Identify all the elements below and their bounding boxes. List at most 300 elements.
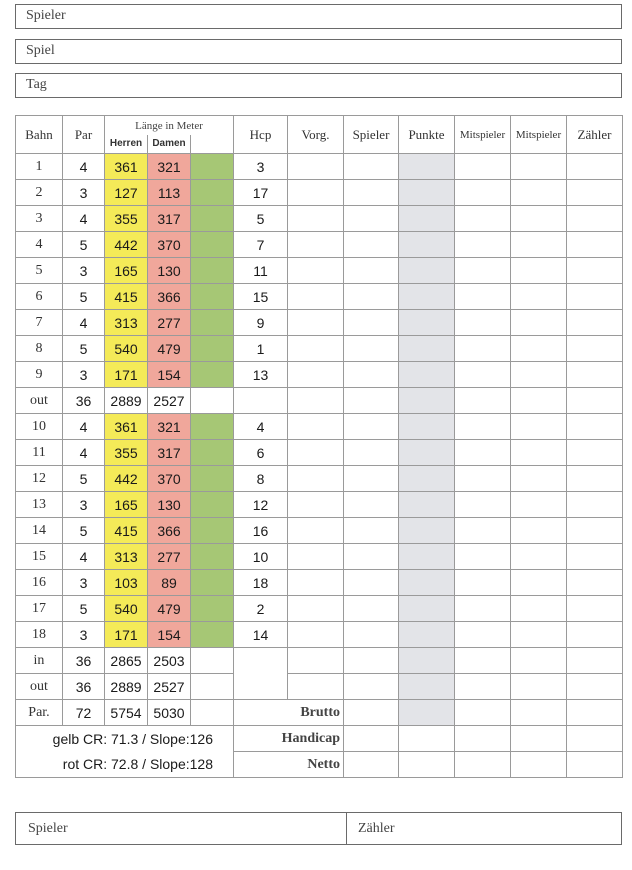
hole-par: 5 [63, 466, 105, 492]
score-input-punkte[interactable] [399, 544, 455, 570]
header-length [105, 116, 234, 154]
score-input-spieler[interactable] [344, 414, 399, 440]
score-input-zaehler[interactable] [567, 258, 623, 284]
netto-label: Netto [234, 752, 344, 778]
footer-counter-label: Zähler [358, 821, 395, 836]
header-row [16, 116, 623, 154]
total-label: out [16, 674, 63, 700]
hole-par: 3 [63, 622, 105, 648]
total-row-par [16, 700, 623, 726]
handicap-mitspieler-2[interactable] [511, 726, 567, 752]
score-input-punkte[interactable] [399, 518, 455, 544]
score-input-spieler[interactable] [344, 648, 399, 674]
hole-length-damen: 317 [148, 206, 191, 232]
score-input-mitspieler-1[interactable] [455, 440, 511, 466]
hole-row [16, 154, 623, 180]
course-rating-gelb: gelb CR: 71.3 / Slope:126 [16, 726, 234, 752]
hole-par: 4 [63, 414, 105, 440]
total-row-out [16, 674, 623, 700]
score-input-spieler[interactable] [344, 440, 399, 466]
score-input-punkte[interactable] [399, 362, 455, 388]
score-input-vorg[interactable] [288, 544, 344, 570]
hole-length-damen: 277 [148, 544, 191, 570]
score-input-mitspieler-2[interactable] [511, 206, 567, 232]
score-input-mitspieler-1[interactable] [455, 336, 511, 362]
score-input-zaehler[interactable] [567, 466, 623, 492]
scorecard-table [15, 115, 623, 778]
score-input-spieler[interactable] [344, 310, 399, 336]
hole-length-damen: 479 [148, 336, 191, 362]
hole-length-herren: 442 [105, 466, 148, 492]
hole-par: 5 [63, 596, 105, 622]
hole-row [16, 336, 623, 362]
score-input-vorg[interactable] [288, 154, 344, 180]
score-input-mitspieler-1[interactable] [455, 674, 511, 700]
signature-footer[interactable] [15, 812, 622, 845]
score-input-spieler[interactable] [344, 232, 399, 258]
hole-number: 11 [16, 440, 63, 466]
header-hcp: Hcp [234, 116, 288, 154]
hole-length-green [191, 518, 234, 544]
score-input-vorg[interactable] [288, 414, 344, 440]
score-input-zaehler[interactable] [567, 414, 623, 440]
score-input-mitspieler-1[interactable] [455, 622, 511, 648]
hole-length-green [191, 180, 234, 206]
netto-punkte[interactable] [399, 752, 455, 778]
header-par: Par [63, 116, 105, 154]
score-input-mitspieler-2[interactable] [511, 544, 567, 570]
hole-row [16, 284, 623, 310]
hole-length-herren: 313 [105, 310, 148, 336]
hole-hcp: 10 [234, 544, 288, 570]
hole-length-herren: 540 [105, 336, 148, 362]
score-input-zaehler[interactable] [567, 648, 623, 674]
hole-number: 15 [16, 544, 63, 570]
hole-number: 6 [16, 284, 63, 310]
score-input-mitspieler-1[interactable] [455, 570, 511, 596]
hole-row [16, 596, 623, 622]
score-input-punkte[interactable] [399, 232, 455, 258]
score-input-mitspieler-1[interactable] [455, 258, 511, 284]
hole-length-damen: 154 [148, 362, 191, 388]
score-input-punkte[interactable] [399, 414, 455, 440]
brutto-zaehler[interactable] [567, 700, 623, 726]
score-input-mitspieler-1[interactable] [455, 648, 511, 674]
hole-length-green [191, 596, 234, 622]
hole-number: 7 [16, 310, 63, 336]
score-input-mitspieler-2[interactable] [511, 674, 567, 700]
hole-par: 3 [63, 570, 105, 596]
score-input-vorg[interactable] [288, 180, 344, 206]
score-input-mitspieler-1[interactable] [455, 232, 511, 258]
header-damen: Damen [148, 135, 191, 153]
score-input-mitspieler-2[interactable] [511, 518, 567, 544]
hole-length-green [191, 232, 234, 258]
score-input-vorg[interactable] [288, 258, 344, 284]
hole-row [16, 518, 623, 544]
score-input-zaehler[interactable] [567, 570, 623, 596]
hole-length-herren: 540 [105, 596, 148, 622]
hole-length-green [191, 544, 234, 570]
hole-length-herren: 415 [105, 518, 148, 544]
score-input-punkte[interactable] [399, 310, 455, 336]
hole-hcp: 17 [234, 180, 288, 206]
score-input-punkte[interactable] [399, 154, 455, 180]
total-herren: 2865 [105, 648, 148, 674]
score-input-mitspieler-1[interactable] [455, 310, 511, 336]
hole-hcp: 4 [234, 414, 288, 440]
score-input-vorg[interactable] [288, 648, 344, 674]
hole-hcp: 18 [234, 570, 288, 596]
score-input-mitspieler-1[interactable] [455, 362, 511, 388]
day-field-label: Tag [26, 77, 47, 92]
header-punkte: Punkte [399, 116, 455, 154]
handicap-label: Handicap [234, 726, 344, 752]
total-empty [191, 388, 234, 414]
score-input-zaehler[interactable] [567, 674, 623, 700]
score-input-punkte[interactable] [399, 284, 455, 310]
score-input-spieler[interactable] [344, 206, 399, 232]
score-input-mitspieler-2[interactable] [511, 310, 567, 336]
score-input-mitspieler-1[interactable] [455, 492, 511, 518]
score-input-punkte[interactable] [399, 258, 455, 284]
brutto-mitspieler-1[interactable] [455, 700, 511, 726]
score-input-vorg[interactable] [288, 206, 344, 232]
score-input-mitspieler-2[interactable] [511, 414, 567, 440]
header-length-title: Länge in Meter [135, 119, 203, 132]
hole-number: 9 [16, 362, 63, 388]
score-input-vorg[interactable] [288, 440, 344, 466]
netto-row [16, 752, 623, 778]
hole-hcp: 5 [234, 206, 288, 232]
total-damen: 2503 [148, 648, 191, 674]
day-field[interactable] [15, 73, 622, 98]
brutto-label: Brutto [234, 700, 344, 726]
score-input-spieler[interactable] [344, 258, 399, 284]
total-label: out [16, 388, 63, 414]
hole-hcp: 11 [234, 258, 288, 284]
total-herren: 2889 [105, 674, 148, 700]
hole-par: 5 [63, 232, 105, 258]
score-input-vorg[interactable] [288, 570, 344, 596]
handicap-mitspieler-1[interactable] [455, 726, 511, 752]
hole-number: 10 [16, 414, 63, 440]
score-input-mitspieler-1[interactable] [455, 206, 511, 232]
score-input-spieler[interactable] [344, 622, 399, 648]
netto-mitspieler-1[interactable] [455, 752, 511, 778]
total-hcp-empty [234, 674, 288, 700]
score-input-vorg[interactable] [288, 622, 344, 648]
hole-row [16, 466, 623, 492]
score-input-mitspieler-1[interactable] [455, 284, 511, 310]
hole-length-damen: 154 [148, 622, 191, 648]
header-mitspieler-2: Mitspieler [511, 116, 567, 154]
netto-mitspieler-2[interactable] [511, 752, 567, 778]
hole-length-damen: 89 [148, 570, 191, 596]
score-input-mitspieler-2[interactable] [511, 258, 567, 284]
hole-length-damen: 317 [148, 440, 191, 466]
hole-hcp: 9 [234, 310, 288, 336]
score-input-zaehler[interactable] [567, 388, 623, 414]
score-input-zaehler[interactable] [567, 596, 623, 622]
hole-row [16, 258, 623, 284]
hole-hcp: 6 [234, 440, 288, 466]
score-input-mitspieler-2[interactable] [511, 362, 567, 388]
score-input-spieler[interactable] [344, 674, 399, 700]
brutto-mitspieler-2[interactable] [511, 700, 567, 726]
netto-spieler[interactable] [344, 752, 399, 778]
score-input-vorg[interactable] [288, 232, 344, 258]
player-name-field[interactable] [15, 4, 622, 29]
score-input-mitspieler-1[interactable] [455, 466, 511, 492]
game-field-label: Spiel [26, 43, 55, 58]
hole-hcp: 8 [234, 466, 288, 492]
score-input-vorg[interactable] [288, 518, 344, 544]
score-input-zaehler[interactable] [567, 336, 623, 362]
score-input-punkte[interactable] [399, 622, 455, 648]
hole-par: 5 [63, 336, 105, 362]
score-input-spieler[interactable] [344, 492, 399, 518]
hole-row [16, 362, 623, 388]
hole-hcp: 7 [234, 232, 288, 258]
hole-length-herren: 165 [105, 258, 148, 284]
hole-length-herren: 313 [105, 544, 148, 570]
hole-par: 3 [63, 258, 105, 284]
hole-par: 3 [63, 362, 105, 388]
brutto-punkte[interactable] [399, 700, 455, 726]
score-input-spieler[interactable] [344, 180, 399, 206]
score-input-mitspieler-2[interactable] [511, 154, 567, 180]
hole-length-green [191, 336, 234, 362]
score-input-vorg[interactable] [288, 388, 344, 414]
hole-length-herren: 361 [105, 414, 148, 440]
hole-number: 5 [16, 258, 63, 284]
score-input-mitspieler-2[interactable] [511, 440, 567, 466]
hole-length-damen: 277 [148, 310, 191, 336]
hole-length-damen: 370 [148, 232, 191, 258]
header-mitspieler-1: Mitspieler [455, 116, 511, 154]
score-input-spieler[interactable] [344, 336, 399, 362]
hole-par: 5 [63, 518, 105, 544]
score-input-punkte[interactable] [399, 492, 455, 518]
netto-zaehler[interactable] [567, 752, 623, 778]
score-input-zaehler[interactable] [567, 362, 623, 388]
hole-row [16, 414, 623, 440]
score-input-spieler[interactable] [344, 570, 399, 596]
hole-row [16, 232, 623, 258]
score-input-spieler[interactable] [344, 284, 399, 310]
hole-par: 4 [63, 154, 105, 180]
game-field[interactable] [15, 39, 622, 64]
hole-length-green [191, 284, 234, 310]
score-input-vorg[interactable] [288, 596, 344, 622]
total-row-out [16, 388, 623, 414]
hole-par: 4 [63, 206, 105, 232]
score-input-zaehler[interactable] [567, 180, 623, 206]
total-hcp-empty [234, 648, 288, 674]
score-input-zaehler[interactable] [567, 544, 623, 570]
score-input-mitspieler-2[interactable] [511, 336, 567, 362]
score-input-mitspieler-1[interactable] [455, 518, 511, 544]
total-empty [191, 674, 234, 700]
player-field-label: Spieler [26, 8, 66, 23]
hole-hcp: 16 [234, 518, 288, 544]
score-input-mitspieler-2[interactable] [511, 570, 567, 596]
score-input-mitspieler-2[interactable] [511, 180, 567, 206]
handicap-spieler[interactable] [344, 726, 399, 752]
score-input-vorg[interactable] [288, 466, 344, 492]
total-label: Par. [16, 700, 63, 726]
score-input-spieler[interactable] [344, 388, 399, 414]
score-input-mitspieler-1[interactable] [455, 180, 511, 206]
header-zaehler: Zähler [567, 116, 623, 154]
score-input-mitspieler-2[interactable] [511, 492, 567, 518]
score-input-spieler[interactable] [344, 544, 399, 570]
score-input-mitspieler-1[interactable] [455, 414, 511, 440]
total-herren: 5754 [105, 700, 148, 726]
score-input-zaehler[interactable] [567, 206, 623, 232]
score-input-mitspieler-2[interactable] [511, 648, 567, 674]
score-input-vorg[interactable] [288, 362, 344, 388]
score-input-punkte[interactable] [399, 570, 455, 596]
hole-par: 5 [63, 284, 105, 310]
score-input-vorg[interactable] [288, 310, 344, 336]
score-input-spieler[interactable] [344, 362, 399, 388]
score-input-zaehler[interactable] [567, 284, 623, 310]
hole-length-herren: 442 [105, 232, 148, 258]
score-input-vorg[interactable] [288, 284, 344, 310]
total-par: 36 [63, 674, 105, 700]
hole-length-green [191, 492, 234, 518]
hole-row [16, 544, 623, 570]
hole-length-green [191, 206, 234, 232]
score-input-vorg[interactable] [288, 336, 344, 362]
score-input-punkte[interactable] [399, 206, 455, 232]
footer-player-label: Spieler [28, 821, 68, 836]
score-input-mitspieler-2[interactable] [511, 232, 567, 258]
score-input-zaehler[interactable] [567, 492, 623, 518]
hole-length-damen: 366 [148, 518, 191, 544]
score-input-punkte[interactable] [399, 648, 455, 674]
hole-par: 4 [63, 440, 105, 466]
hole-length-herren: 355 [105, 440, 148, 466]
hole-hcp: 13 [234, 362, 288, 388]
hole-number: 16 [16, 570, 63, 596]
hole-hcp: 12 [234, 492, 288, 518]
hole-length-green [191, 362, 234, 388]
total-empty [191, 700, 234, 726]
hole-number: 12 [16, 466, 63, 492]
header-spieler: Spieler [344, 116, 399, 154]
score-input-mitspieler-1[interactable] [455, 544, 511, 570]
hole-hcp: 15 [234, 284, 288, 310]
hole-length-herren: 361 [105, 154, 148, 180]
hole-number: 2 [16, 180, 63, 206]
total-par: 36 [63, 388, 105, 414]
hole-length-damen: 113 [148, 180, 191, 206]
total-label: in [16, 648, 63, 674]
score-input-mitspieler-2[interactable] [511, 622, 567, 648]
hole-length-herren: 103 [105, 570, 148, 596]
hole-length-green [191, 310, 234, 336]
score-input-punkte[interactable] [399, 466, 455, 492]
score-input-mitspieler-2[interactable] [511, 388, 567, 414]
hole-length-herren: 171 [105, 362, 148, 388]
hole-length-herren: 165 [105, 492, 148, 518]
hole-number: 8 [16, 336, 63, 362]
score-input-zaehler[interactable] [567, 310, 623, 336]
hole-number: 14 [16, 518, 63, 544]
score-input-mitspieler-2[interactable] [511, 596, 567, 622]
hole-hcp: 3 [234, 154, 288, 180]
header-vorg: Vorg. [288, 116, 344, 154]
total-par: 72 [63, 700, 105, 726]
hole-hcp: 14 [234, 622, 288, 648]
score-input-punkte[interactable] [399, 674, 455, 700]
score-input-vorg[interactable] [288, 674, 344, 700]
score-input-punkte[interactable] [399, 596, 455, 622]
hole-length-damen: 130 [148, 492, 191, 518]
hole-length-damen: 130 [148, 258, 191, 284]
hole-length-green [191, 466, 234, 492]
hole-length-green [191, 570, 234, 596]
score-input-spieler[interactable] [344, 466, 399, 492]
hole-hcp: 2 [234, 596, 288, 622]
hole-row [16, 622, 623, 648]
score-input-spieler[interactable] [344, 596, 399, 622]
hole-length-green [191, 440, 234, 466]
score-input-spieler[interactable] [344, 154, 399, 180]
score-input-mitspieler-2[interactable] [511, 466, 567, 492]
total-damen: 5030 [148, 700, 191, 726]
score-input-mitspieler-2[interactable] [511, 284, 567, 310]
score-input-punkte[interactable] [399, 336, 455, 362]
hole-row [16, 440, 623, 466]
hole-par: 3 [63, 180, 105, 206]
score-input-zaehler[interactable] [567, 232, 623, 258]
total-par: 36 [63, 648, 105, 674]
score-input-zaehler[interactable] [567, 518, 623, 544]
score-input-zaehler[interactable] [567, 622, 623, 648]
brutto-spieler[interactable] [344, 700, 399, 726]
hole-row [16, 206, 623, 232]
handicap-zaehler[interactable] [567, 726, 623, 752]
score-input-vorg[interactable] [288, 492, 344, 518]
course-rating-rot: rot CR: 72.8 / Slope:128 [16, 752, 234, 778]
hole-row [16, 310, 623, 336]
hole-par: 4 [63, 544, 105, 570]
total-row-in [16, 648, 623, 674]
hole-number: 4 [16, 232, 63, 258]
score-input-zaehler[interactable] [567, 154, 623, 180]
total-damen: 2527 [148, 674, 191, 700]
score-input-mitspieler-1[interactable] [455, 388, 511, 414]
hole-length-damen: 321 [148, 414, 191, 440]
hole-length-green [191, 258, 234, 284]
header-herren: Herren [105, 135, 148, 153]
hole-number: 1 [16, 154, 63, 180]
hole-number: 13 [16, 492, 63, 518]
handicap-row [16, 726, 623, 752]
score-input-punkte[interactable] [399, 388, 455, 414]
score-input-punkte[interactable] [399, 440, 455, 466]
score-input-mitspieler-1[interactable] [455, 154, 511, 180]
handicap-punkte[interactable] [399, 726, 455, 752]
score-input-mitspieler-1[interactable] [455, 596, 511, 622]
score-input-zaehler[interactable] [567, 440, 623, 466]
score-input-punkte[interactable] [399, 180, 455, 206]
score-input-spieler[interactable] [344, 518, 399, 544]
